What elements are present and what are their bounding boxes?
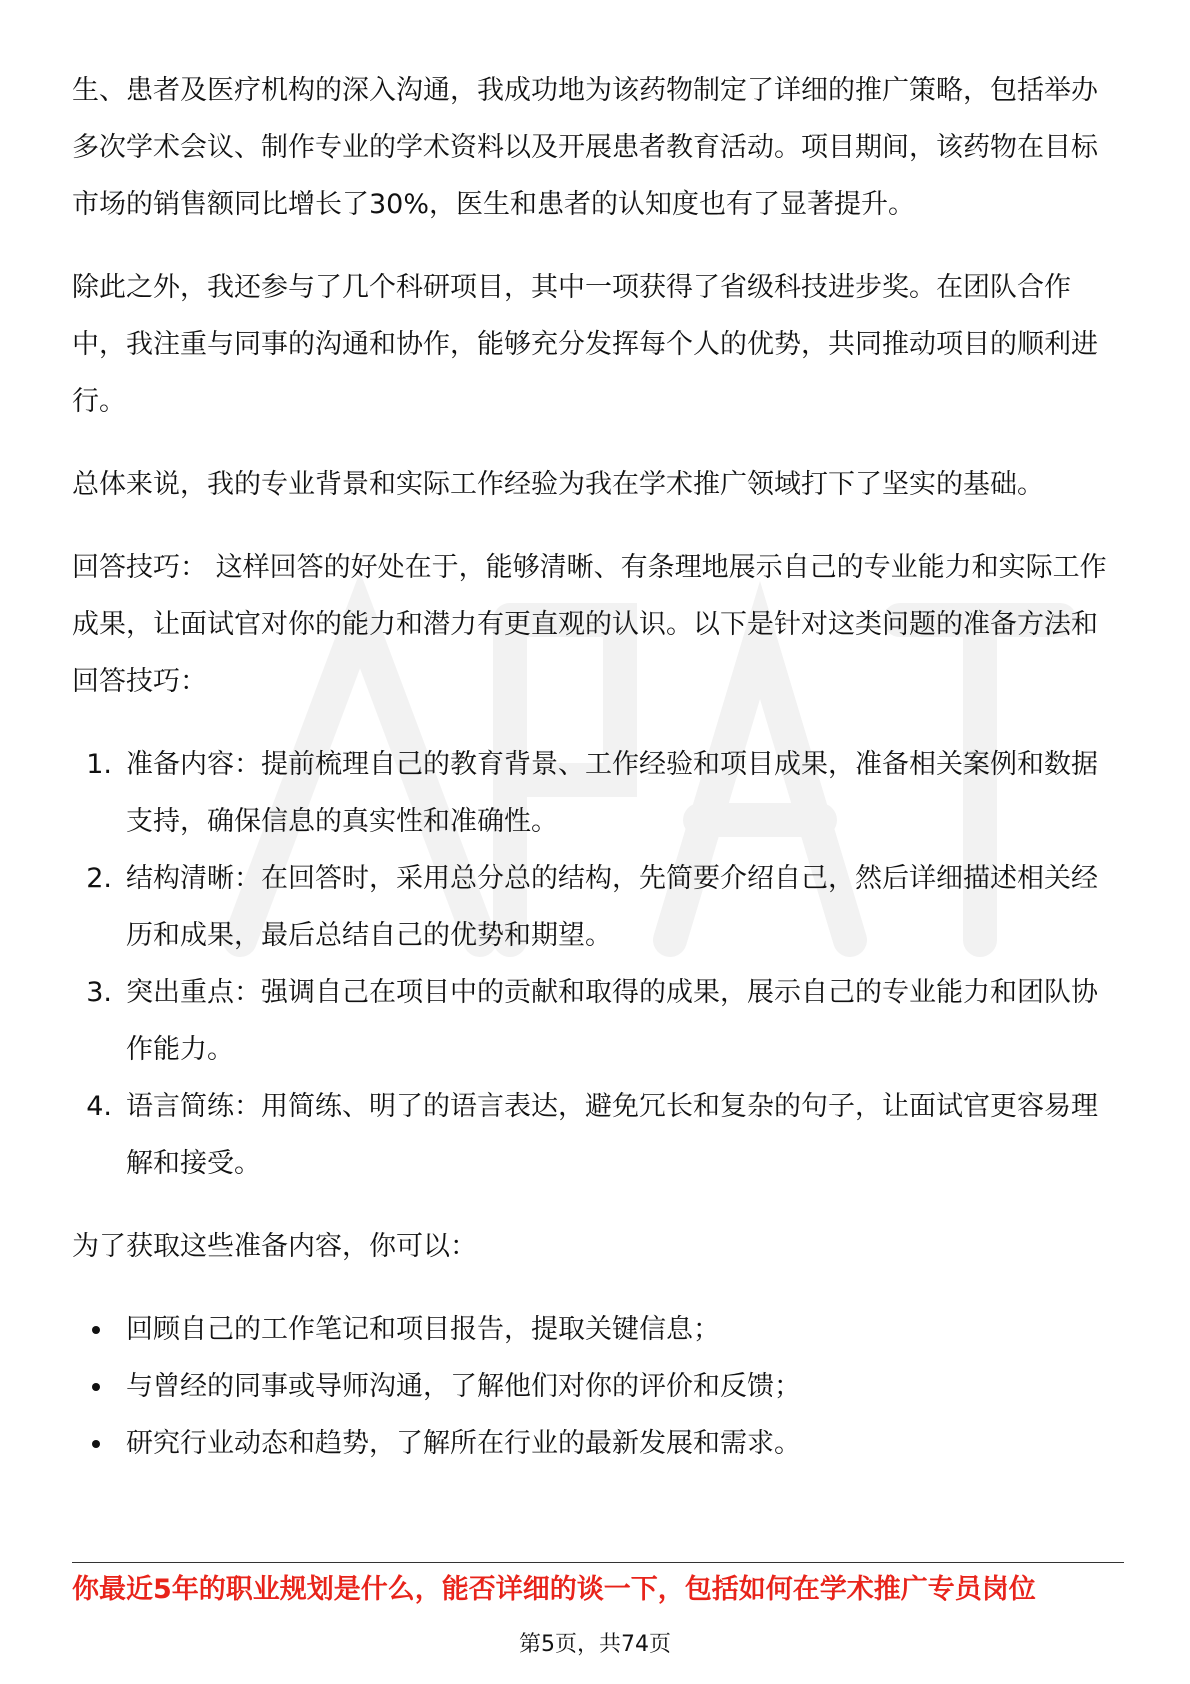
bullet-icon: [92, 1326, 100, 1334]
list-item-number: 3.: [86, 977, 112, 1008]
list-item-number: 1.: [86, 749, 112, 780]
paragraph-summary: 总体来说，我的专业背景和实际工作经验为我在学术推广领域打下了坚实的基础。: [72, 469, 1044, 500]
paragraph-project-result: 生、患者及医疗机构的深入沟通，我成功地为该药物制定了详细的推广策略，包括举办多次学术会议、制作专业的学术资料以及开展患者教育活动。项目期间，该药物在目标市场的销售额同比增长了30%，医生和患者的认知度也有了显著提升。: [72, 75, 1098, 220]
list-item: [86, 964, 1122, 1078]
list-item: [126, 1358, 1122, 1415]
page-number: 第5页，共74页: [519, 1632, 671, 1657]
list-item-number: 2.: [86, 863, 112, 894]
list-item-text: 与曾经的同事或导师沟通，了解他们对你的评价和反馈；: [126, 1371, 801, 1402]
list-item: [86, 1078, 1122, 1192]
list-item-text: 研究行业动态和趋势，了解所在行业的最新发展和需求。: [126, 1428, 801, 1459]
list-item-text: 结构清晰：在回答时，采用总分总的结构，先简要介绍自己，然后详细描述相关经历和成果，最后总结自己的优势和期望。: [126, 863, 1098, 951]
list-item-number: 4.: [86, 1091, 112, 1122]
list-item-text: 回顾自己的工作笔记和项目报告，提取关键信息；: [126, 1314, 720, 1345]
list-item-text: 突出重点：强调自己在项目中的贡献和取得的成果，展示自己的专业能力和团队协作能力。: [126, 977, 1098, 1065]
paragraph-how-to-prepare: 为了获取这些准备内容，你可以：: [72, 1231, 477, 1262]
paragraph-research: 除此之外，我还参与了几个科研项目，其中一项获得了省级科技进步奖。在团队合作中，我注重与同事的沟通和协作，能够充分发挥每个人的优势，共同推动项目的顺利进行。: [72, 272, 1098, 417]
list-item-text: 语言简练：用简练、明了的语言表达，避免冗长和复杂的句子，让面试官更容易理解和接受。: [126, 1091, 1098, 1179]
preparation-ways-list: [72, 1301, 1122, 1472]
list-item-text: 准备内容：提前梳理自己的教育背景、工作经验和项目成果，准备相关案例和数据支持，确保信息的真实性和准确性。: [126, 749, 1098, 837]
list-item: [86, 850, 1122, 964]
list-item: [86, 736, 1122, 850]
main-content: [72, 62, 1122, 1472]
next-question-heading: 你最近5年的职业规划是什么，能否详细的谈一下，包括如何在学术推广专员岗位: [72, 1574, 1036, 1605]
list-item: [126, 1415, 1122, 1472]
paragraph-answer-tips: 回答技巧： 这样回答的好处在于，能够清晰、有条理地展示自己的专业能力和实际工作成果，让面试官对你的能力和潜力有更直观的认识。以下是针对这类问题的准备方法和回答技巧：: [72, 552, 1107, 697]
bullet-icon: [92, 1440, 100, 1448]
tips-list: [72, 736, 1122, 1192]
section-divider: [72, 1562, 1124, 1563]
bullet-icon: [92, 1383, 100, 1391]
list-item: [126, 1301, 1122, 1358]
